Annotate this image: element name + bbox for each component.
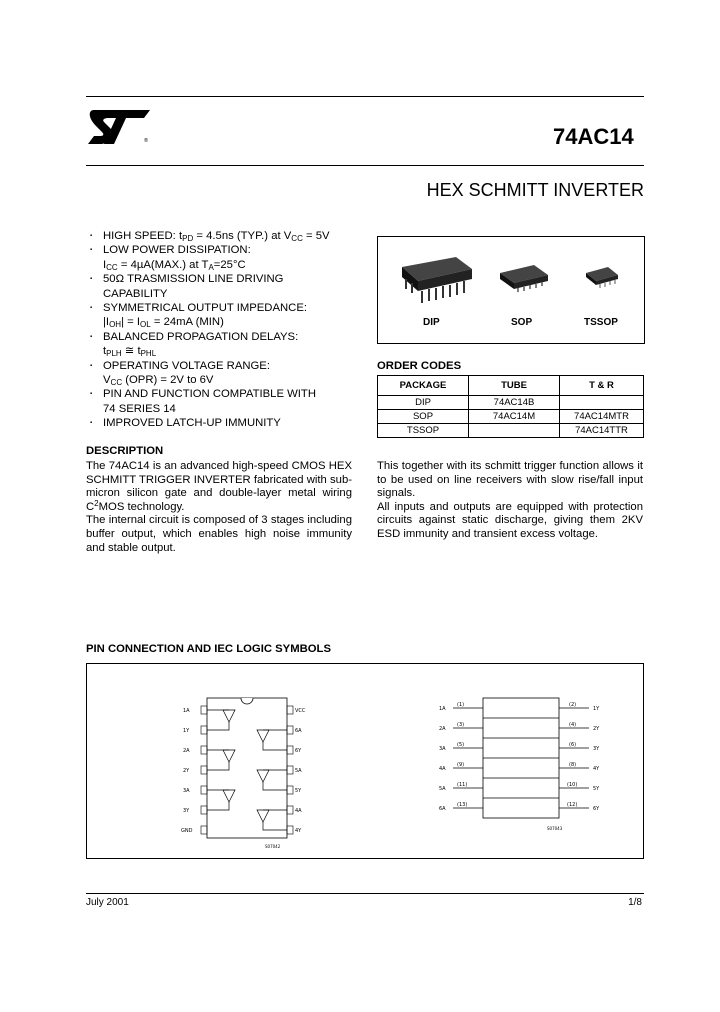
table-row — [378, 410, 644, 424]
logic-pin-number: (6) — [569, 742, 577, 748]
pin-label: 5A — [295, 768, 302, 774]
column-header: T & R — [560, 376, 644, 396]
logic-pin-number: (2) — [569, 702, 577, 708]
feature-list — [90, 229, 365, 431]
logic-pin-number: (12) — [567, 802, 578, 808]
feature-item: ▪ HIGH SPEED: $t_{PD} = 4.5ns$ (TYP.) at $V_{CC} = 5V$ — [90, 229, 365, 243]
pin-label: 6Y — [295, 748, 302, 754]
logic-input-label: 6A — [439, 806, 446, 812]
mid-rule — [86, 165, 644, 166]
pin-section-heading: PIN CONNECTION AND IEC LOGIC SYMBOLS — [86, 643, 331, 655]
table-cell — [560, 396, 644, 410]
package-label-sop: SOP — [511, 317, 533, 328]
table-cell: DIP — [378, 396, 469, 410]
feature-item: ▪ BALANCED PROPAGATION DELAYS: $t_{PLH}$ ≅ $t_{PHL}$ — [90, 330, 365, 359]
dip-package-image — [396, 251, 476, 307]
pin-diagram-box — [86, 663, 644, 859]
pin-connection-diagram — [87, 664, 643, 858]
feature-item: ▪ LOW POWER DISSIPATION: $I_{CC} = 4\mu A(MAX.)$ at $T_A=25^\circ C$ — [90, 243, 365, 272]
table-cell: 74AC14MTR — [560, 410, 644, 424]
logic-pin-number: (13) — [457, 802, 468, 808]
feature-item: ▪ PIN AND FUNCTION COMPATIBLE WITH 74 SERIES 14 — [90, 387, 365, 416]
logic-output-label: 6Y — [593, 806, 600, 812]
description-right — [377, 460, 643, 542]
pin-label: VCC — [295, 708, 306, 714]
description-paragraph: The 74AC14 is an advanced high-speed CMOS HEX SCHMITT TRIGGER INVERTER fabricated with sub-micron silicon gate and double-layer metal wiring $C^2MOS$ technology. — [86, 460, 352, 513]
pin-label: 1A — [183, 708, 190, 714]
table-cell — [469, 424, 560, 438]
svg-text:S07042: S07042 — [265, 844, 281, 849]
column-header: PACKAGE — [378, 376, 469, 396]
package-label-tssop: TSSOP — [584, 317, 618, 328]
logic-output-label: 1Y — [593, 706, 600, 712]
logic-input-label: 5A — [439, 786, 446, 792]
order-codes-heading: ORDER CODES — [377, 360, 462, 372]
description-paragraph: All inputs and outputs are equipped with protection circuits against static discharge, giving them 2KV ESD immunity and transient excess voltage. — [377, 500, 643, 540]
logic-input-label: 2A — [439, 726, 446, 732]
logic-output-label: 2Y — [593, 726, 600, 732]
feature-item: ▪ SYMMETRICAL OUTPUT IMPEDANCE: $|I_{OH}| = I_{OL} = 24mA$ (MIN) — [90, 301, 365, 330]
feature-item: ▪ IMPROVED LATCH-UP IMMUNITY — [90, 416, 365, 430]
feature-item: ▪ OPERATING VOLTAGE RANGE: $V_{CC}$ (OPR) = 2V to 6V — [90, 359, 365, 388]
table-header-row — [378, 376, 644, 396]
logic-pin-number: (9) — [457, 762, 465, 768]
order-codes-table — [377, 375, 644, 438]
description-paragraph: This together with its schmitt trigger function allows it to be used on line receivers with slow rise/fall input signals. — [377, 460, 643, 500]
logic-pin-number: (1) — [457, 702, 465, 708]
table-row — [378, 396, 644, 410]
table-cell: SOP — [378, 410, 469, 424]
logic-pin-number: (3) — [457, 722, 465, 728]
table-cell: 74AC14M — [469, 410, 560, 424]
table-row — [378, 424, 644, 438]
pin-label: 3Y — [183, 808, 190, 814]
pin-label: 3A — [183, 788, 190, 794]
column-header: TUBE — [469, 376, 560, 396]
logic-output-label: 5Y — [593, 786, 600, 792]
logic-pin-number: (11) — [457, 782, 468, 788]
table-cell: 74AC14TTR — [560, 424, 644, 438]
footer-rule — [86, 893, 644, 894]
sop-package-image — [496, 261, 552, 297]
svg-text:S07043: S07043 — [547, 826, 563, 831]
logic-output-label: 3Y — [593, 746, 600, 752]
description-left — [86, 460, 352, 555]
logic-pin-number: (10) — [567, 782, 578, 788]
pin-label: 2A — [183, 748, 190, 754]
page-subtitle: HEX SCHMITT INVERTER — [426, 180, 644, 200]
tssop-package-image — [582, 263, 622, 293]
st-logo: ® — [86, 104, 156, 148]
logic-input-label: 4A — [439, 766, 446, 772]
table-cell: TSSOP — [378, 424, 469, 438]
top-rule — [86, 96, 644, 97]
description-heading: DESCRIPTION — [86, 445, 164, 457]
footer-date: July 2001 — [86, 897, 129, 908]
logic-pin-number: (4) — [569, 722, 577, 728]
feature-item: ▪ 50Ω TRASMISSION LINE DRIVING CAPABILITY — [90, 272, 365, 301]
package-illustrations — [377, 236, 645, 344]
pin-label: 1Y — [183, 728, 190, 734]
pin-label: 2Y — [183, 768, 190, 774]
pin-label: 6A — [295, 728, 302, 734]
logic-input-label: 3A — [439, 746, 446, 752]
page-number: 1/8 — [628, 897, 642, 908]
pin-label: GND — [181, 828, 193, 834]
pin-label: 4A — [295, 808, 302, 814]
logic-input-label: 1A — [439, 706, 446, 712]
table-cell: 74AC14B — [469, 396, 560, 410]
pin-label: 5Y — [295, 788, 302, 794]
pin-label: 4Y — [295, 828, 302, 834]
logic-pin-number: (8) — [569, 762, 577, 768]
logic-pin-number: (5) — [457, 742, 465, 748]
logic-output-label: 4Y — [593, 766, 600, 772]
package-label-dip: DIP — [423, 317, 440, 328]
part-number: 74AC14 — [553, 124, 634, 149]
description-paragraph: The internal circuit is composed of 3 stages including buffer output, which enables high noise immunity and stable output. — [86, 514, 352, 554]
